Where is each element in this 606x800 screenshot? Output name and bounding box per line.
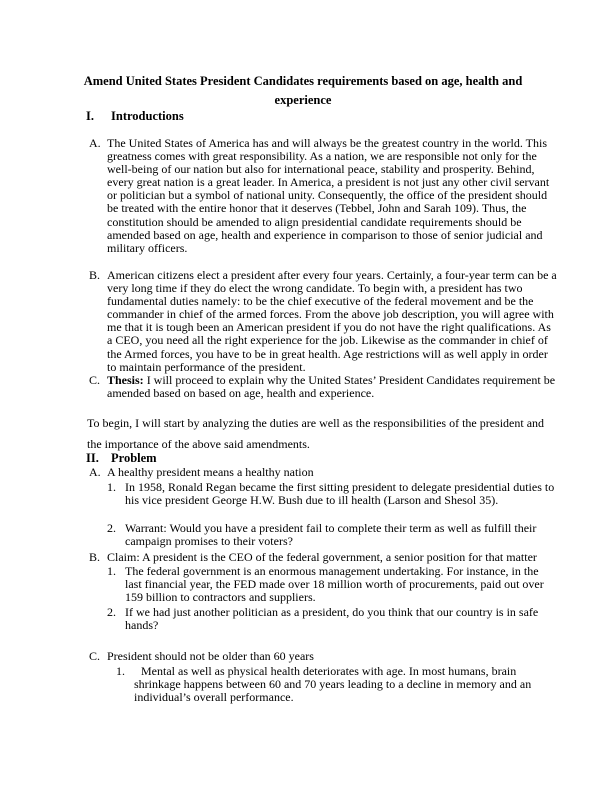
item-marker: C. (89, 649, 101, 663)
sub-text: In 1958, Ronald Regan became the first sitting president to delegate presidential duties to his vice president George H.W. Bush due to ill health (Larson and Shesol 35). (125, 480, 555, 508)
thesis-text: I will proceed to explain why the United States’ President Candidates requirement be amended based on based on age, health and experience. (107, 373, 556, 401)
item-marker: B. (89, 268, 101, 282)
thesis-statement (107, 374, 557, 400)
item-marker: C. (89, 373, 101, 387)
sub-text: The federal government is an enormous management undertaking. For instance, in the last financial year, the FED made over 18 million worth of procurements, paid out over 159 billion to contractors and suppliers. (125, 564, 544, 605)
item-text: President should not be older than 60 years (107, 649, 314, 663)
sub-text: Mental as well as physical health deteriorates with age. In most humans, brain shrinkage happens between 60 and 70 years leading to a decline in memory and an individual’s overall performance. (134, 664, 532, 705)
section-number: II. (86, 451, 99, 465)
sub-marker: 2. (107, 521, 116, 535)
thesis-label: Thesis: (107, 373, 144, 387)
document-title: Amend United States President Candidates requirements based on age, health and experience (83, 74, 523, 107)
sub-text: If we had just another politician as a president, do you think that our country is in safe hands? (125, 605, 539, 633)
item-marker: A. (89, 136, 101, 150)
sub-marker: 1. (107, 480, 116, 494)
item-text: A healthy president means a healthy nation (107, 465, 314, 479)
item-marker: B. (89, 550, 101, 564)
section-title: Introductions (111, 109, 184, 123)
section-number: I. (86, 109, 94, 123)
item-text: American citizens elect a president after every four years. Certainly, a four-year term can be a very long time if they do elect the wrong candidate. To begin with, a president has two fundamental duties namely: to be the chief executive of the federal movement and be the commander in chief of the armed forces. From the above job description, you will agree with me that it is tough been an American president if you do not have the right qualifications. As a CEO, you need all the right experience for the job. Likewise as the commander in chief of the Armed forces, you have to be in great health. Age restrictions will as well apply in order to maintain performance of the president. (107, 268, 557, 374)
section-title: Problem (111, 451, 157, 465)
sub-marker: 1. (107, 564, 116, 578)
item-marker: A. (89, 465, 101, 479)
sub-marker: 2. (107, 605, 116, 619)
item-text: The United States of America has and will always be the greatest country in the world. This greatness comes with great responsibility. As a nation, we are responsible not only for the well-being of our nation but also for international peace, stability and prosperity. Behind, every great nation is a great leader. In America, a president is not just any other civil servant or politician but a symbol of national unity. Consequently, the office of the president should be treated with the entire honor that it deserves (Tebbel, John and Sarah 109). Thus, the constitution should be amended to align presidential candidate requirements should be amended based on age, health and experience in comparison to those of senior judicial and military officers. (107, 136, 550, 255)
transition-paragraph: To begin, I will start by analyzing the duties are well as the responsibilities of the president and the importance of the above said amendments. (87, 416, 545, 451)
sub-marker: 1. (116, 664, 125, 678)
sub-text: Warrant: Would you have a president fail to complete their term as well as fulfill their campaign promises to their voters? (125, 521, 537, 549)
item-text: Claim: A president is the CEO of the federal government, a senior position for that matter (107, 550, 537, 564)
